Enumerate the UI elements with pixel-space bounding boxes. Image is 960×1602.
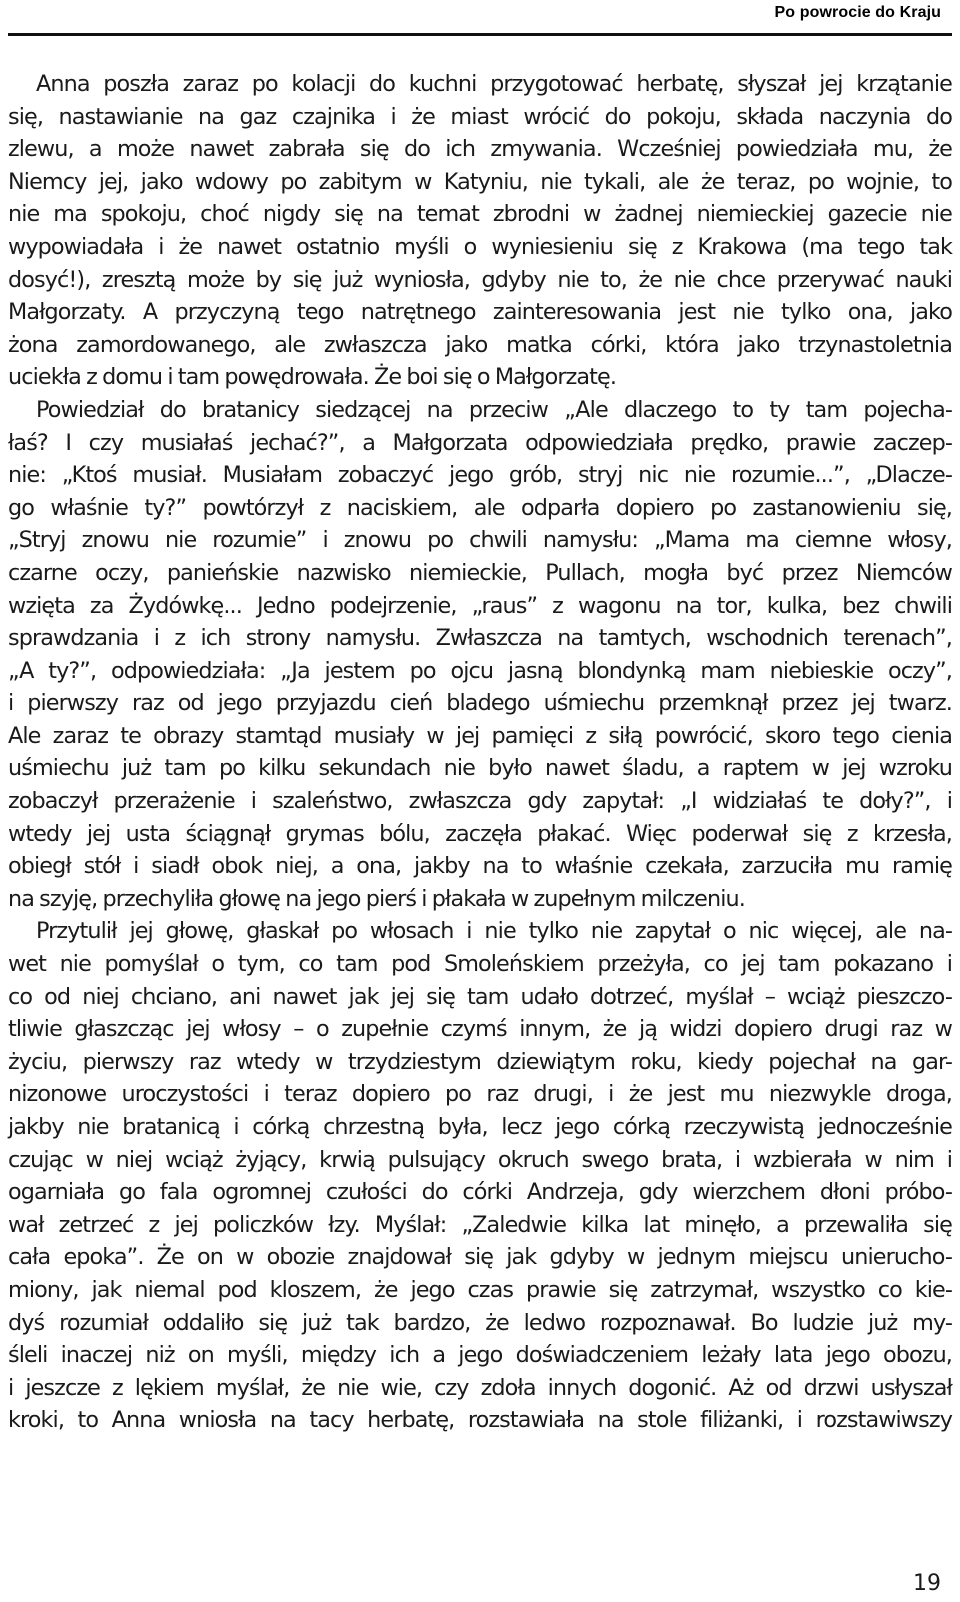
text-line: jakby nie bratanicą i córką chrzestną była, lecz jego córką rzeczywistą jednocześnie xyxy=(8,1114,952,1140)
text-line: śleli inaczej niż on myśli, między ich a jego doświadczeniem leżały lata jego obozu, xyxy=(8,1342,952,1369)
text-line: łaś? I czy musiałaś jechać?”, a Małgorzata odpowiedziała prędko, prawie zaczep- xyxy=(8,429,952,456)
text-line: uciekła z domu i tam powędrowała. Że boi się o Małgorzatę. xyxy=(8,364,617,391)
text-line: sprawdzania i z ich strony namysłu. Zwłaszcza na tamtych, wschodnich terenach”, xyxy=(8,625,952,652)
text-line: wypowiadała i że nawet ostatnio myśli o wyniesieniu się z Krakowa (ma tego tak xyxy=(8,233,952,260)
text-line: wtedy jej usta ściągnął grymas bólu, zaczęła płakać. Więc poderwał się z krzesła, xyxy=(8,820,952,847)
text-line: nie ma spokoju, choć nigdy się na temat zbrodni w żadnej niemieckiej gazecie nie xyxy=(8,201,952,228)
page-number: 19 xyxy=(913,1571,941,1596)
text-line: Powiedział do bratanicy siedzącej na przeciw „Ale dlaczego to ty tam pojecha- xyxy=(36,396,952,423)
text-line: zobaczył przerażenie i szaleństwo, zwłaszcza gdy zapytał: „I widziałaś te doły?”, i xyxy=(8,788,952,815)
text-line: dyś rozumiał oddaliło się już tak bardzo, że ledwo rozpoznawał. Bo ludzie już my- xyxy=(8,1309,952,1336)
text-line: Ale zaraz te obrazy stamtąd musiały w jej pamięci z siłą powrócić, skoro tego cienia xyxy=(8,722,952,749)
text-line: Niemcy jej, jako wdowy po zabitym w Katyniu, nie tykali, ale że teraz, po wojnie, to xyxy=(8,168,952,195)
text-line: nie: „Ktoś musiał. Musiałam zobaczyć jego grób, stryj nic nie rozumie...”, „Dlacze- xyxy=(8,462,952,489)
text-line: wet nie pomyślał o tym, co tam pod Smoleńskiem przeżyła, co jej tam pokazano i xyxy=(8,951,952,978)
text-line: i pierwszy raz od jego przyjazdu cień bladego uśmiechu przemknął przez jej twarz. xyxy=(8,690,952,717)
text-line: obiegł stół i siadł obok niej, a ona, jakby na to właśnie czekała, zarzuciła mu ramię xyxy=(8,853,952,880)
text-line: ogarniała go fala ogromnej czułości do córki Andrzeja, gdy wierzchem dłoni próbo- xyxy=(8,1179,952,1206)
text-line: na szyję, przechyliła głowę na jego pierś i płakała w zupełnym milczeniu. xyxy=(8,885,745,912)
text-line: wzięta za Żydówkę... Jedno podejrzenie, „raus” z wagonu na tor, kulka, bez chwili xyxy=(8,592,952,619)
header-divider xyxy=(8,33,952,36)
text-line: czując w niej wciąż żyjący, krwią pulsujący okruch swego brata, i wzbierała w nim i xyxy=(8,1146,952,1173)
text-line: uśmiechu już tam po kilku sekundach nie było nawet śladu, a raptem w jej wzroku xyxy=(8,755,952,782)
text-line: „A ty?”, odpowiedziała: „Ja jestem po ojcu jasną blondynką mam niebieskie oczy”, xyxy=(8,657,952,684)
text-line: „Stryj znowu nie rozumie” i znowu po chwili namysłu: „Mama ma ciemne włosy, xyxy=(8,527,952,554)
text-line: Anna poszła zaraz po kolacji do kuchni przygotować herbatę, słyszał jej krzątanie xyxy=(36,71,952,97)
text-line: życiu, pierwszy raz wtedy w trzydziestym dziewiątym roku, kiedy pojechał na gar- xyxy=(8,1048,952,1075)
text-line: czarne oczy, panieńskie nazwisko niemieckie, Pullach, mogła być przez Niemców xyxy=(8,559,952,586)
text-line: Małgorzaty. A przyczyną tego natrętnego zainteresowania jest nie tylko ona, jako xyxy=(8,299,952,326)
text-line: żona zamordowanego, ale zwłaszcza jako matka córki, która jako trzynastoletnia xyxy=(8,331,952,358)
running-header: Po powrocie do Kraju xyxy=(774,4,941,21)
text-line: zlewu, a może nawet zabrała się do ich zmywania. Wcześniej powiedziała mu, że xyxy=(8,136,952,163)
text-line: go właśnie ty?” powtórzył z naciskiem, ale odparła dopiero po zastanowieniu się, xyxy=(8,494,952,521)
text-line: miony, jak niemal pod kloszem, że jego czas prawie się zatrzymał, wszystko co kie- xyxy=(8,1276,952,1303)
text-line: nizonowe uroczystości i teraz dopiero po raz drugi, i że jest mu niezwykle droga, xyxy=(8,1081,952,1108)
text-line: i jeszcze z lękiem myślał, że nie wie, czy zdoła innych dogonić. Aż od drzwi usłyszał xyxy=(8,1374,952,1401)
text-line: wał zetrzeć z jej policzków łzy. Myślał: „Zaledwie kilka lat minęło, a przewaliła się xyxy=(8,1211,952,1238)
text-line: kroki, to Anna wniosła na tacy herbatę, rozstawiała na stole filiżanki, i rozstawiwszy xyxy=(8,1407,952,1434)
text-line: Przytulił jej głowę, głaskał po włosach i nie tylko nie zapytał o nic więcej, ale na- xyxy=(36,918,952,945)
body-text xyxy=(8,68,952,1437)
text-line: się, nastawianie na gaz czajnika i że miast wrócić do pokoju, składa naczynia do xyxy=(8,103,952,130)
text-line: cała epoka”. Że on w obozie znajdował się jak gdyby w jednym miejscu unierucho- xyxy=(8,1244,952,1271)
text-line: dosyć!), zresztą może by się już wyniosła, gdyby nie to, że nie chce przerywać nauki xyxy=(8,266,952,293)
text-line: tliwie głaszcząc jej włosy – o zupełnie czymś innym, że ją widzi dopiero drugi raz w xyxy=(8,1016,952,1043)
text-line: co od niej chciano, ani nawet jak jej się tam udało dotrzeć, myślał – wciąż pieszczo- xyxy=(8,983,952,1010)
